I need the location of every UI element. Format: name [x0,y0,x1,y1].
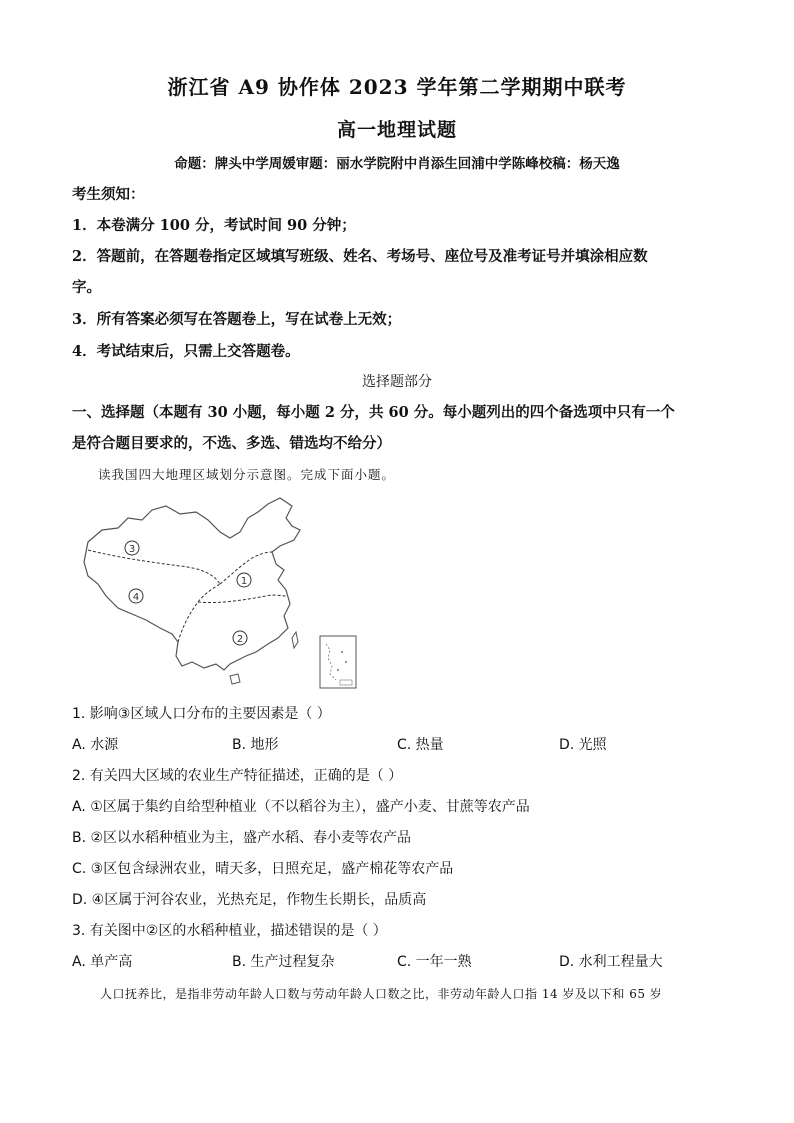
authors-line: 命题：牌头中学周媛审题：丽水学院附中肖添生回浦中学陈峰校稿：杨天逸 [174,156,620,172]
question-1-options [72,734,732,754]
q2-option-d[interactable]: D. ④区属于河谷农业，光热充足，作物生长期长，品质高 [72,892,427,908]
south-china-sea-inset [320,636,356,688]
region-label-2 [233,631,247,645]
svg-text:1: 1 [240,576,248,587]
question-3-options [72,951,732,971]
region-label-1 [237,573,251,587]
passage-text: 人口抚养比，是指非劳动年龄人口数与劳动年龄人口数之比，非劳动年龄人口指 14 岁及以下和 65 岁 [100,987,663,1001]
question-1-stem: 1. 影响③区域人口分布的主要因素是（ ） [72,706,331,722]
q3-option-b[interactable]: B. 生产过程复杂 [232,954,335,970]
question-intro: 读我国四大地理区域划分示意图。完成下面小题。 [98,467,396,482]
q2-option-a[interactable]: A. ①区属于集约自给型种植业（不以稻谷为主），盛产小麦、甘蔗等农产品 [72,799,530,815]
q3-option-a[interactable]: A. 单产高 [72,954,133,970]
notice-item-4: 4．考试结束后，只需上交答题卷。 [72,343,300,360]
region-label-3 [125,541,139,555]
notice-item-1: 1．本卷满分 100 分，考试时间 90 分钟； [72,217,356,234]
exam-title: 浙江省 A9 协作体 2023 学年第二学期期中联考 [167,75,627,99]
svg-text:3: 3 [128,544,136,555]
q1-option-a[interactable]: A. 水源 [72,737,119,753]
q3-option-d[interactable]: D. 水利工程量大 [559,954,663,970]
china-region-map [80,492,365,692]
notice-item-2-cont: 字。 [72,279,101,296]
q3-option-c[interactable]: C. 一年一熟 [397,954,472,970]
q1-option-b[interactable]: B. 地形 [232,737,279,753]
boundary-south [198,595,286,602]
taiwan-island [292,632,298,648]
q1-option-d[interactable]: D. 光照 [559,737,607,753]
svg-text:2: 2 [236,634,244,645]
svg-text:4: 4 [132,592,140,603]
question-3-stem: 3. 有关图中②区的水稻种植业，描述错误的是（ ） [72,923,387,939]
q1-option-c[interactable]: C. 热量 [397,737,444,753]
notice-heading: 考生须知： [72,186,145,203]
section-instruction-2: 是符合题目要求的，不选、多选、错选均不给分） [72,435,391,452]
region-label-4 [129,589,143,603]
boundary-tibet [178,584,220,642]
section-label: 选择题部分 [362,374,432,390]
notice-item-3: 3．所有答案必须写在答题卷上，写在试卷上无效； [72,311,402,328]
section-instruction-1: 一、选择题（本题有 30 小题，每小题 2 分，共 60 分。每小题列出的四个备选项中只有一个 [72,404,675,421]
china-outline [84,498,300,670]
q2-option-b[interactable]: B. ②区以水稻种植业为主，盛产水稻、春小麦等农产品 [72,830,412,846]
question-2-stem: 2. 有关四大区域的农业生产特征描述，正确的是（ ） [72,768,403,784]
notice-item-2: 2．答题前，在答题卷指定区域填写班级、姓名、考场号、座位号及准考证号并填涂相应数 [72,248,648,265]
boundary-northwest [88,550,220,584]
q2-option-c[interactable]: C. ③区包含绿洲农业，晴天多，日照充足，盛产棉花等农产品 [72,861,454,877]
hainan-island [230,674,240,684]
exam-subtitle: 高一地理试题 [336,119,457,141]
